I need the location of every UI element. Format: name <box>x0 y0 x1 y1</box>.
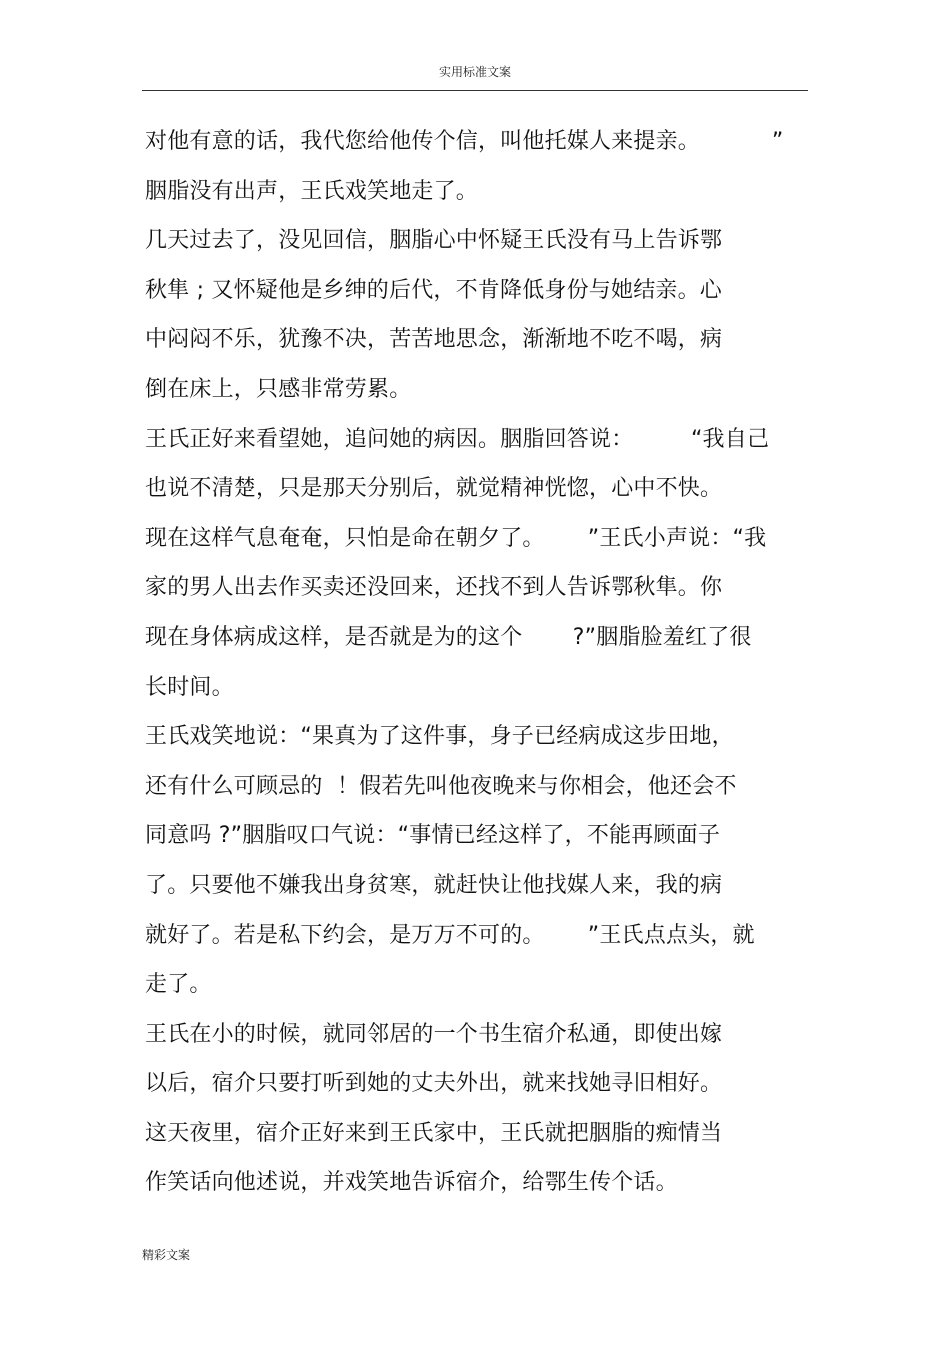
text-line: 同意吗 ?”胭脂叹口气说：“事情已经这样了，不能再顾面子 <box>145 823 721 849</box>
header-divider <box>142 90 808 91</box>
page-footer-label: 精彩文案 <box>142 1248 191 1262</box>
text-line: 还有什么可顾忌的 ！假若先叫他夜晚来与你相会，他还会不 <box>145 773 737 799</box>
text-line: 对他有意的话，我代您给他传个信，叫他托媒人来提亲。 ” <box>145 129 784 154</box>
text-line: 胭脂没有出声，王氏戏笑地走了。 <box>145 178 479 204</box>
text-line: 家的男人出去作买卖还没回来，还找不到人告诉鄂秋隼。你 <box>145 575 723 601</box>
text-line: 秋隼 ; 又怀疑他是乡绅的后代，不肯降低身份与她结亲。心 <box>145 277 723 303</box>
text-line: 了。只要他不嫌我出身贫寒，就赶快让他找媒人来，我的病 <box>145 872 723 898</box>
text-line: 走了。 <box>145 972 212 998</box>
text-line: 王氏正好来看望她，追问她的病因。胭脂回答说： “我自己 <box>145 426 770 452</box>
text-line: 王氏戏笑地说：“果真为了这件事，身子已经病成这步田地， <box>145 724 734 750</box>
text-line: 也说不清楚，只是那天分别后，就觉精神恍惚，心中不快。 <box>145 476 723 502</box>
text-line: 中闷闷不乐，犹豫不决，苦苦地思念，渐渐地不吃不喝，病 <box>145 327 723 353</box>
text-line: 王氏在小的时候，就同邻居的一个书生宿介私通，即使出嫁 <box>145 1021 723 1047</box>
page-header-title: 实用标准文案 <box>438 65 511 79</box>
text-line: 长时间。 <box>145 674 234 700</box>
text-line: 作笑话向他述说，并戏笑地告诉宿介，给鄂生传个话。 <box>145 1170 678 1196</box>
text-line: 以后，宿介只要打听到她的丈夫外出，就来找她寻旧相好。 <box>145 1071 723 1097</box>
text-line: 现在身体病成这样，是否就是为的这个 ?”胭脂脸羞红了很 <box>145 624 752 650</box>
body-text <box>145 117 815 1208</box>
text-line: 这天夜里，宿介正好来到王氏家中，王氏就把胭脂的痴情当 <box>145 1120 723 1146</box>
text-line: 就好了。若是私下约会，是万万不可的。 ”王氏点点头，就 <box>145 922 755 948</box>
text-line: 几天过去了，没见回信，胭脂心中怀疑王氏没有马上告诉鄂 <box>145 228 723 254</box>
text-line: 倒在床上，只感非常劳累。 <box>145 376 412 402</box>
text-line: 现在这样气息奄奄，只怕是命在朝夕了。 ”王氏小声说：“我 <box>145 525 767 551</box>
